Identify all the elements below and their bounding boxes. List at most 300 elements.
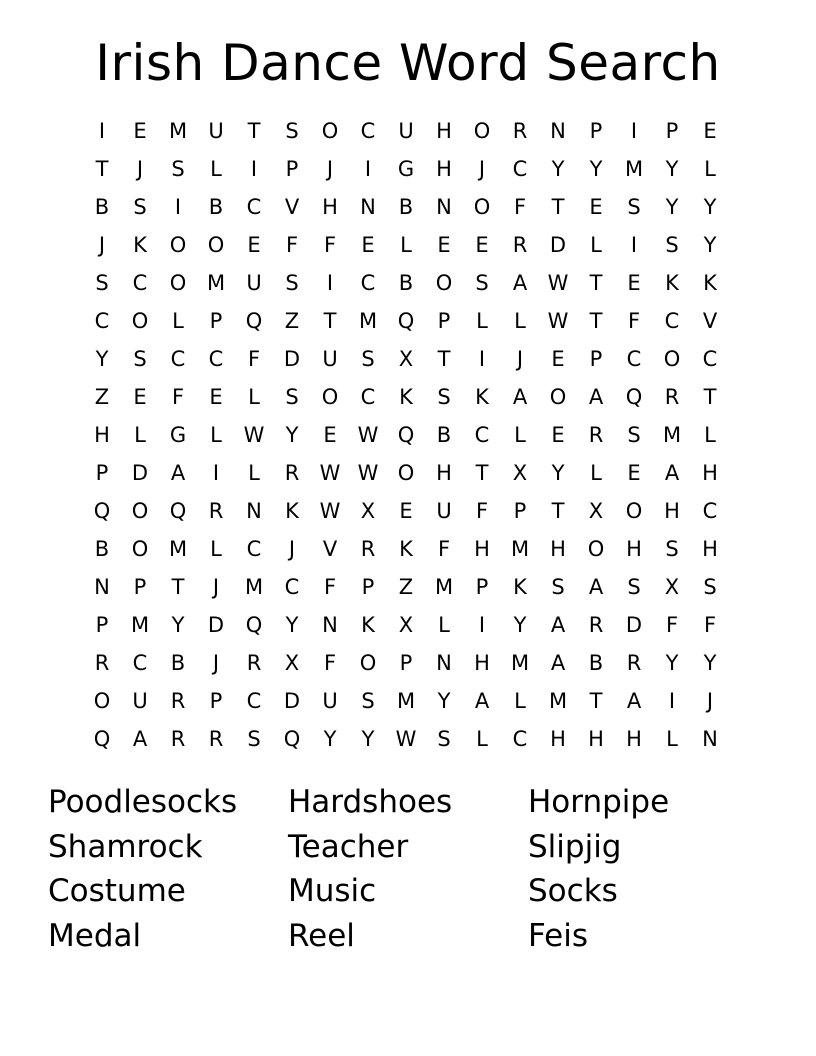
grid-cell: F [323,574,337,599]
grid-cell: J [212,574,220,599]
grid-cell: D [283,688,301,713]
grid-cell: J [212,650,220,675]
grid-cell: L [704,156,716,181]
grid-cell: H [550,536,566,561]
grid-cell: C [360,384,376,409]
grid-cell: T [589,308,603,333]
grid-cell: R [664,384,680,409]
grid-cell: D [549,232,567,257]
grid-cell: Y [703,194,717,219]
grid-cell: J [706,688,714,713]
grid-cell: Y [703,650,717,675]
grid-cell: A [170,460,186,485]
grid-cell: J [136,156,144,181]
grid-cell: Y [551,460,565,485]
grid-cell: E [437,232,451,257]
grid-cell: P [475,574,489,599]
grid-cell: C [702,346,718,371]
grid-cell: F [627,308,641,333]
grid-cell: M [548,688,568,713]
grid-cell: H [94,422,110,447]
page-title: Irish Dance Word Search [95,34,721,92]
grid-cell: R [626,650,642,675]
grid-cell: C [94,308,110,333]
grid-cell: Y [665,194,679,219]
grid-cell: M [168,118,188,143]
grid-cell: Q [625,384,643,409]
grid-cell: F [323,232,337,257]
grid-cell: I [250,156,258,181]
grid-cell: N [360,194,376,219]
grid-cell: S [551,574,565,599]
word-list-item: Costume [48,873,186,909]
grid-cell: P [437,308,451,333]
grid-cell: C [246,688,262,713]
grid-cell: J [326,156,334,181]
grid-cell: E [399,498,413,523]
grid-cell: S [285,118,299,143]
grid-cell: T [437,346,451,371]
grid-cell: M [244,574,264,599]
grid-cell: Q [93,726,111,751]
grid-cell: M [358,308,378,333]
grid-cell: J [478,156,486,181]
grid-cell: D [131,460,149,485]
grid-cell: S [133,346,147,371]
grid-cell: R [208,726,224,751]
grid-cell: T [589,270,603,295]
grid-cell: O [473,194,491,219]
grid-cell: S [703,574,717,599]
grid-cell: A [664,460,680,485]
grid-cell: L [210,536,222,561]
grid-cell: I [668,688,676,713]
grid-cell: F [513,194,527,219]
grid-cell: K [399,536,413,561]
grid-cell: W [547,270,569,295]
word-list-item: Music [288,873,377,909]
grid-cell: N [246,498,262,523]
grid-cell: N [94,574,110,599]
grid-cell: G [397,156,415,181]
grid-cell: M [510,536,530,561]
grid-cell: Q [169,498,187,523]
grid-cell: O [93,688,111,713]
grid-cell: O [207,232,225,257]
grid-cell: I [174,194,182,219]
grid-cell: P [399,650,413,675]
grid-cell: A [550,650,566,675]
grid-cell: D [625,612,643,637]
grid-cell: T [551,498,565,523]
grid-cell: W [357,460,379,485]
grid-cell: B [588,650,604,675]
grid-cell: F [285,232,299,257]
grid-cell: R [512,118,528,143]
grid-cell: Z [94,384,110,409]
grid-cell: W [547,308,569,333]
grid-cell: E [133,118,147,143]
grid-cell: A [512,384,528,409]
grid-cell: A [132,726,148,751]
grid-cell: T [589,688,603,713]
grid-cell: V [322,536,338,561]
grid-cell: L [590,232,602,257]
grid-cell: I [478,612,486,637]
grid-cell: Y [589,156,603,181]
grid-cell: Y [665,650,679,675]
grid-cell: A [512,270,528,295]
grid-cell: H [474,650,490,675]
grid-cell: K [475,384,489,409]
grid-cell: S [285,384,299,409]
grid-cell: T [95,156,109,181]
grid-cell: P [361,574,375,599]
grid-cell: Z [284,308,300,333]
grid-cell: R [512,232,528,257]
grid-cell: Q [93,498,111,523]
grid-cell: H [588,726,604,751]
grid-cell: A [474,688,490,713]
grid-cell: S [437,384,451,409]
grid-cell: E [551,346,565,371]
grid-cell: M [662,422,682,447]
word-list-item: Shamrock [48,828,203,865]
grid-cell: L [476,726,488,751]
grid-cell: M [624,156,644,181]
grid-cell: C [702,498,718,523]
grid-cell: E [703,118,717,143]
grid-cell: T [247,118,261,143]
grid-cell: P [95,460,109,485]
grid-cell: E [361,232,375,257]
grid-cell: Y [437,688,451,713]
grid-cell: X [284,650,300,675]
grid-cell: L [476,308,488,333]
grid-cell: H [626,536,642,561]
grid-cell: Q [245,612,263,637]
grid-cell: L [248,460,260,485]
grid-cell: A [550,612,566,637]
grid-cell: R [246,650,262,675]
grid-cell: S [95,270,109,295]
word-list-item: Teacher [288,828,409,865]
grid-cell: O [663,346,681,371]
grid-cell: H [664,498,680,523]
grid-cell: S [171,156,185,181]
grid-cell: L [514,422,526,447]
grid-cell: K [513,574,527,599]
grid-cell: S [437,726,451,751]
grid-cell: L [704,422,716,447]
grid-cell: I [326,270,334,295]
grid-cell: Y [703,232,717,257]
grid-cell: P [589,118,603,143]
grid-cell: J [288,536,296,561]
grid-cell: M [434,574,454,599]
grid-cell: E [627,270,641,295]
grid-cell: S [285,270,299,295]
grid-cell: C [360,118,376,143]
grid-cell: L [438,612,450,637]
grid-cell: C [664,308,680,333]
grid-cell: X [360,498,376,523]
grid-cell: S [627,574,641,599]
grid-cell: T [703,384,717,409]
grid-cell: F [437,536,451,561]
grid-cell: Y [665,156,679,181]
grid-cell: C [132,650,148,675]
grid-cell: I [630,118,638,143]
grid-cell: J [516,346,524,371]
grid-cell: R [588,612,604,637]
word-list-item: Poodlesocks [48,784,238,820]
grid-cell: H [702,460,718,485]
grid-cell: D [207,612,225,637]
grid-cell: E [589,194,603,219]
grid-cell: H [474,536,490,561]
grid-cell: U [322,688,338,713]
grid-cell: S [133,194,147,219]
grid-cell: P [133,574,147,599]
grid-cell: P [285,156,299,181]
grid-cell: F [665,612,679,637]
grid-cell: O [321,118,339,143]
grid-cell: R [284,460,300,485]
grid-cell: P [209,688,223,713]
grid-cell: S [627,422,641,447]
grid-cell: V [702,308,718,333]
grid-cell: L [248,384,260,409]
grid-cell: O [435,270,453,295]
grid-cell: W [319,498,341,523]
grid-cell: H [550,726,566,751]
letter-grid [83,112,729,758]
grid-cell: C [284,574,300,599]
grid-cell: O [587,536,605,561]
grid-cell: W [243,422,265,447]
grid-cell: E [627,460,641,485]
grid-cell: Y [513,612,527,637]
grid-cell: Q [283,726,301,751]
grid-cell: S [665,536,679,561]
grid-cell: S [247,726,261,751]
grid-cell: K [399,384,413,409]
grid-cell: P [513,498,527,523]
grid-cell: S [475,270,489,295]
grid-cell: Y [285,422,299,447]
word-list-item: Hornpipe [528,784,670,820]
grid-cell: Q [397,308,415,333]
grid-cell: T [551,194,565,219]
grid-cell: J [98,232,106,257]
grid-cell: Z [398,574,414,599]
grid-cell: C [512,726,528,751]
grid-cell: S [627,194,641,219]
grid-cell: N [436,650,452,675]
grid-cell: E [209,384,223,409]
grid-cell: E [247,232,261,257]
grid-cell: O [473,118,491,143]
grid-cell: M [396,688,416,713]
grid-cell: O [625,498,643,523]
grid-cell: X [398,612,414,637]
grid-cell: E [551,422,565,447]
grid-cell: W [395,726,417,751]
grid-cell: C [170,346,186,371]
grid-cell: F [247,346,261,371]
grid-cell: U [246,270,262,295]
grid-cell: R [170,688,186,713]
grid-cell: L [514,688,526,713]
grid-cell: K [133,232,147,257]
grid-cell: W [357,422,379,447]
grid-cell: I [630,232,638,257]
grid-cell: B [398,194,414,219]
grid-cell: Q [397,422,415,447]
grid-cell: L [210,156,222,181]
grid-cell: P [209,308,223,333]
grid-cell: C [132,270,148,295]
grid-cell: H [322,194,338,219]
grid-cell: T [171,574,185,599]
grid-cell: B [436,422,452,447]
word-list-item: Hardshoes [288,784,453,820]
grid-cell: L [514,308,526,333]
grid-cell: C [474,422,490,447]
grid-cell: O [397,460,415,485]
grid-cell: R [360,536,376,561]
grid-cell: O [169,270,187,295]
grid-cell: R [208,498,224,523]
grid-cell: V [284,194,300,219]
grid-cell: S [361,688,375,713]
grid-cell: O [131,536,149,561]
grid-cell: N [322,612,338,637]
grid-cell: U [208,118,224,143]
grid-cell: C [626,346,642,371]
grid-cell: A [588,384,604,409]
grid-cell: Y [171,612,185,637]
word-list-item: Feis [528,917,588,954]
grid-cell: F [171,384,185,409]
grid-cell: Y [551,156,565,181]
grid-cell: L [400,232,412,257]
grid-cell: I [98,118,106,143]
grid-cell: Y [323,726,337,751]
grid-cell: B [208,194,224,219]
grid-cell: N [702,726,718,751]
grid-cell: U [132,688,148,713]
grid-cell: X [512,460,528,485]
grid-cell: Y [285,612,299,637]
grid-cell: F [323,650,337,675]
grid-cell: A [626,688,642,713]
grid-cell: C [208,346,224,371]
grid-cell: Q [245,308,263,333]
grid-cell: Y [361,726,375,751]
grid-cell: O [321,384,339,409]
grid-cell: O [549,384,567,409]
grid-cell: S [361,346,375,371]
grid-cell: O [169,232,187,257]
grid-cell: L [590,460,602,485]
grid-cell: B [170,650,186,675]
word-list-item: Socks [528,873,618,909]
grid-cell: O [359,650,377,675]
grid-cell: R [588,422,604,447]
grid-cell: L [666,726,678,751]
grid-cell: T [323,308,337,333]
word-list [48,780,768,958]
grid-cell: X [398,346,414,371]
grid-cell: M [168,536,188,561]
grid-cell: H [436,118,452,143]
word-list-item: Slipjig [528,828,622,865]
grid-cell: D [283,346,301,371]
grid-cell: C [246,536,262,561]
grid-cell: X [588,498,604,523]
grid-cell: E [133,384,147,409]
grid-cell: U [436,498,452,523]
grid-cell: C [360,270,376,295]
grid-cell: T [475,460,489,485]
grid-cell: P [95,612,109,637]
grid-cell: P [589,346,603,371]
grid-cell: B [398,270,414,295]
grid-cell: X [664,574,680,599]
grid-cell: U [398,118,414,143]
grid-cell: L [210,422,222,447]
grid-cell: A [588,574,604,599]
grid-cell: K [285,498,299,523]
word-list-item: Reel [288,917,355,954]
grid-cell: E [323,422,337,447]
grid-cell: C [246,194,262,219]
grid-cell: P [665,118,679,143]
grid-cell: N [436,194,452,219]
grid-cell: H [626,726,642,751]
grid-cell: E [475,232,489,257]
grid-cell: M [130,612,150,637]
grid-cell: I [212,460,220,485]
grid-cell: L [172,308,184,333]
grid-cell: G [169,422,187,447]
grid-cell: H [436,460,452,485]
grid-cell: S [665,232,679,257]
grid-cell: C [512,156,528,181]
grid-cell: K [361,612,375,637]
grid-cell: K [703,270,717,295]
grid-cell: B [94,194,110,219]
grid-cell: U [322,346,338,371]
grid-cell: O [131,498,149,523]
grid-cell: L [134,422,146,447]
grid-cell: N [550,118,566,143]
grid-cell: O [131,308,149,333]
word-list-item: Medal [48,917,142,954]
grid-cell: R [94,650,110,675]
grid-cell: I [478,346,486,371]
grid-cell: K [665,270,679,295]
grid-cell: H [702,536,718,561]
grid-cell: I [364,156,372,181]
grid-cell: F [703,612,717,637]
grid-cell: M [206,270,226,295]
grid-cell: W [319,460,341,485]
grid-cell: Y [95,346,109,371]
grid-cell: R [170,726,186,751]
